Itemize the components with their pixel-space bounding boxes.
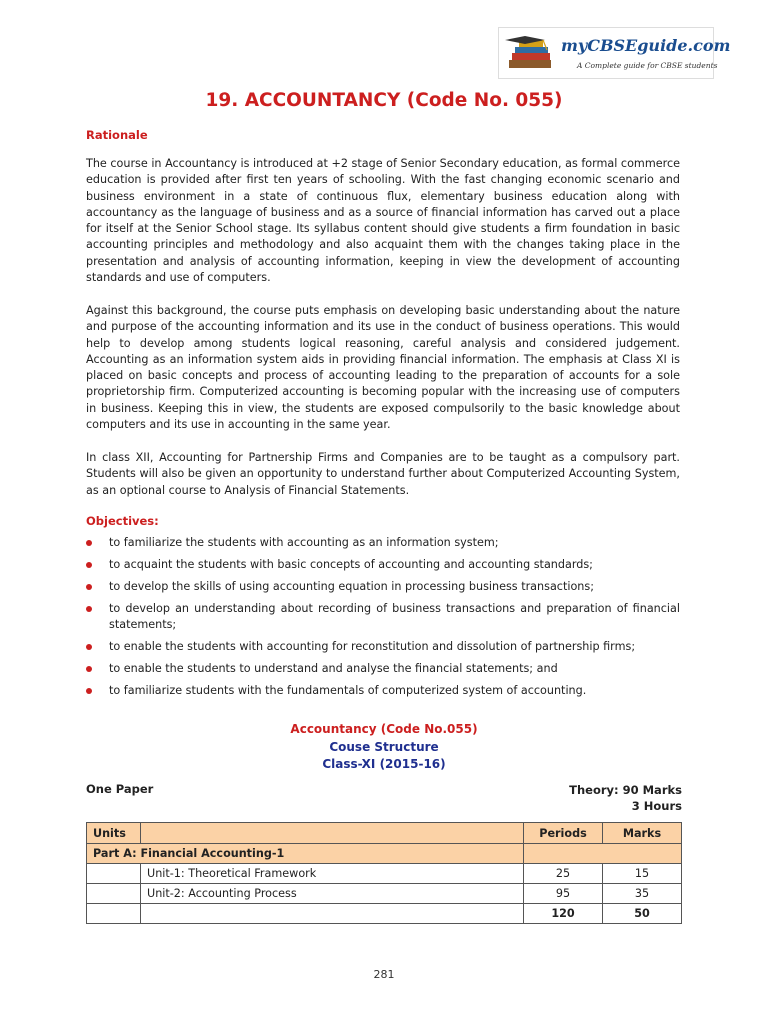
table-header-row <box>87 823 682 844</box>
objectives-list <box>86 535 680 705</box>
list-item: to familiarize the students with accounting as an information system; <box>86 535 680 551</box>
unit-periods: 25 <box>524 864 603 884</box>
bullet-icon <box>86 562 92 568</box>
total-marks: 50 <box>603 904 682 924</box>
course-structure-table <box>86 822 682 924</box>
rationale-paragraph-2: Against this background, the course puts emphasis on developing basic understanding about the nature and purpose of the accounting information and its use in the conduct of business operations. This would help to develop among students logical reasoning, careful analysis and considered judgement. Accounting as an information system aids in providing financial information. The emphasis at Class XI is placed on basic concepts and process of accounting leading to the preparation of accounts for a sole proprietorship firm. Computerized accounting is becoming popular with the increasing use of computers in business. Keeping this in view, the students are exposed compulsorily to the basic knowledge about computers and its use in accounting in the same year. <box>86 304 680 432</box>
unit-marks: 35 <box>603 884 682 904</box>
bullet-icon <box>86 644 92 650</box>
list-item: to enable the students with accounting for reconstitution and dissolution of partnership firms; <box>86 639 680 655</box>
table-cell <box>87 864 141 884</box>
table-row <box>87 844 682 864</box>
unit-name: Unit-1: Theoretical Framework <box>141 864 524 884</box>
total-periods: 120 <box>524 904 603 924</box>
theory-marks: Theory: 90 Marks <box>569 783 682 797</box>
paper-marks <box>569 782 682 814</box>
header-units: Units <box>87 823 141 844</box>
structure-class: Class-XI (2015-16) <box>322 757 446 771</box>
table-cell <box>141 904 524 924</box>
header-marks: Marks <box>603 823 682 844</box>
rationale-paragraph-3: In class XII, Accounting for Partnership Firms and Companies are to be taught as a compulsory part. Students will also be given an opportunity to understand further about Computerized Accounting System, as an optional course to Analysis of Financial Statements. <box>86 451 680 497</box>
brand-name: myCBSEguide.com <box>561 36 731 55</box>
list-item: to develop an understanding about recording of business transactions and preparation of financial statements; <box>86 601 680 633</box>
books-icon <box>505 34 557 74</box>
header-periods: Periods <box>524 823 603 844</box>
bullet-icon <box>86 606 92 612</box>
bullet-icon <box>86 666 92 672</box>
table-row <box>87 864 682 884</box>
paper-label: One Paper <box>86 782 154 796</box>
part-a-label: Part A: Financial Accounting-1 <box>87 844 524 864</box>
page-number: 281 <box>373 968 395 981</box>
objectives-heading: Objectives: <box>86 514 159 528</box>
table-cell <box>87 904 141 924</box>
list-item: to enable the students to understand and analyse the financial statements; and <box>86 661 680 677</box>
bullet-icon <box>86 688 92 694</box>
duration: 3 Hours <box>631 799 682 813</box>
structure-subtitle: Couse Structure <box>329 740 439 754</box>
rationale-paragraph-1: The course in Accountancy is introduced at +2 stage of Senior Secondary education, as formal commerce education is provided after first ten years of schooling. With the fast changing economic scenario and business environment in a state of continuous flux, elementary business education along with accountancy as the language of business and as a source of financial information has carved out a place for itself at the Senior School stage. Its syllabus content should give students a firm foundation in basic accounting principles and methodology and also acquaint them with the changes taking place in the presentation and analysis of accounting information, keeping in view the development of accounting standards and use of computers. <box>86 157 680 285</box>
bullet-icon <box>86 584 92 590</box>
part-a-blank <box>524 844 682 864</box>
table-cell <box>87 884 141 904</box>
mycbseguide-logo <box>498 27 731 79</box>
brand-tagline: A Complete guide for CBSE students <box>577 61 718 70</box>
table-row <box>87 884 682 904</box>
unit-periods: 95 <box>524 884 603 904</box>
table-total-row <box>87 904 682 924</box>
unit-name: Unit-2: Accounting Process <box>141 884 524 904</box>
list-item: to develop the skills of using accounting equation in processing business transactions; <box>86 579 680 595</box>
structure-title: Accountancy (Code No.055) <box>290 722 478 736</box>
rationale-heading: Rationale <box>86 128 148 142</box>
page-title: 19. ACCOUNTANCY (Code No. 055) <box>205 90 563 111</box>
list-item: to familiarize students with the fundamentals of computerized system of accounting. <box>86 683 680 699</box>
list-item: to acquaint the students with basic concepts of accounting and accounting standards; <box>86 557 680 573</box>
unit-marks: 15 <box>603 864 682 884</box>
bullet-icon <box>86 540 92 546</box>
header-blank <box>141 823 524 844</box>
